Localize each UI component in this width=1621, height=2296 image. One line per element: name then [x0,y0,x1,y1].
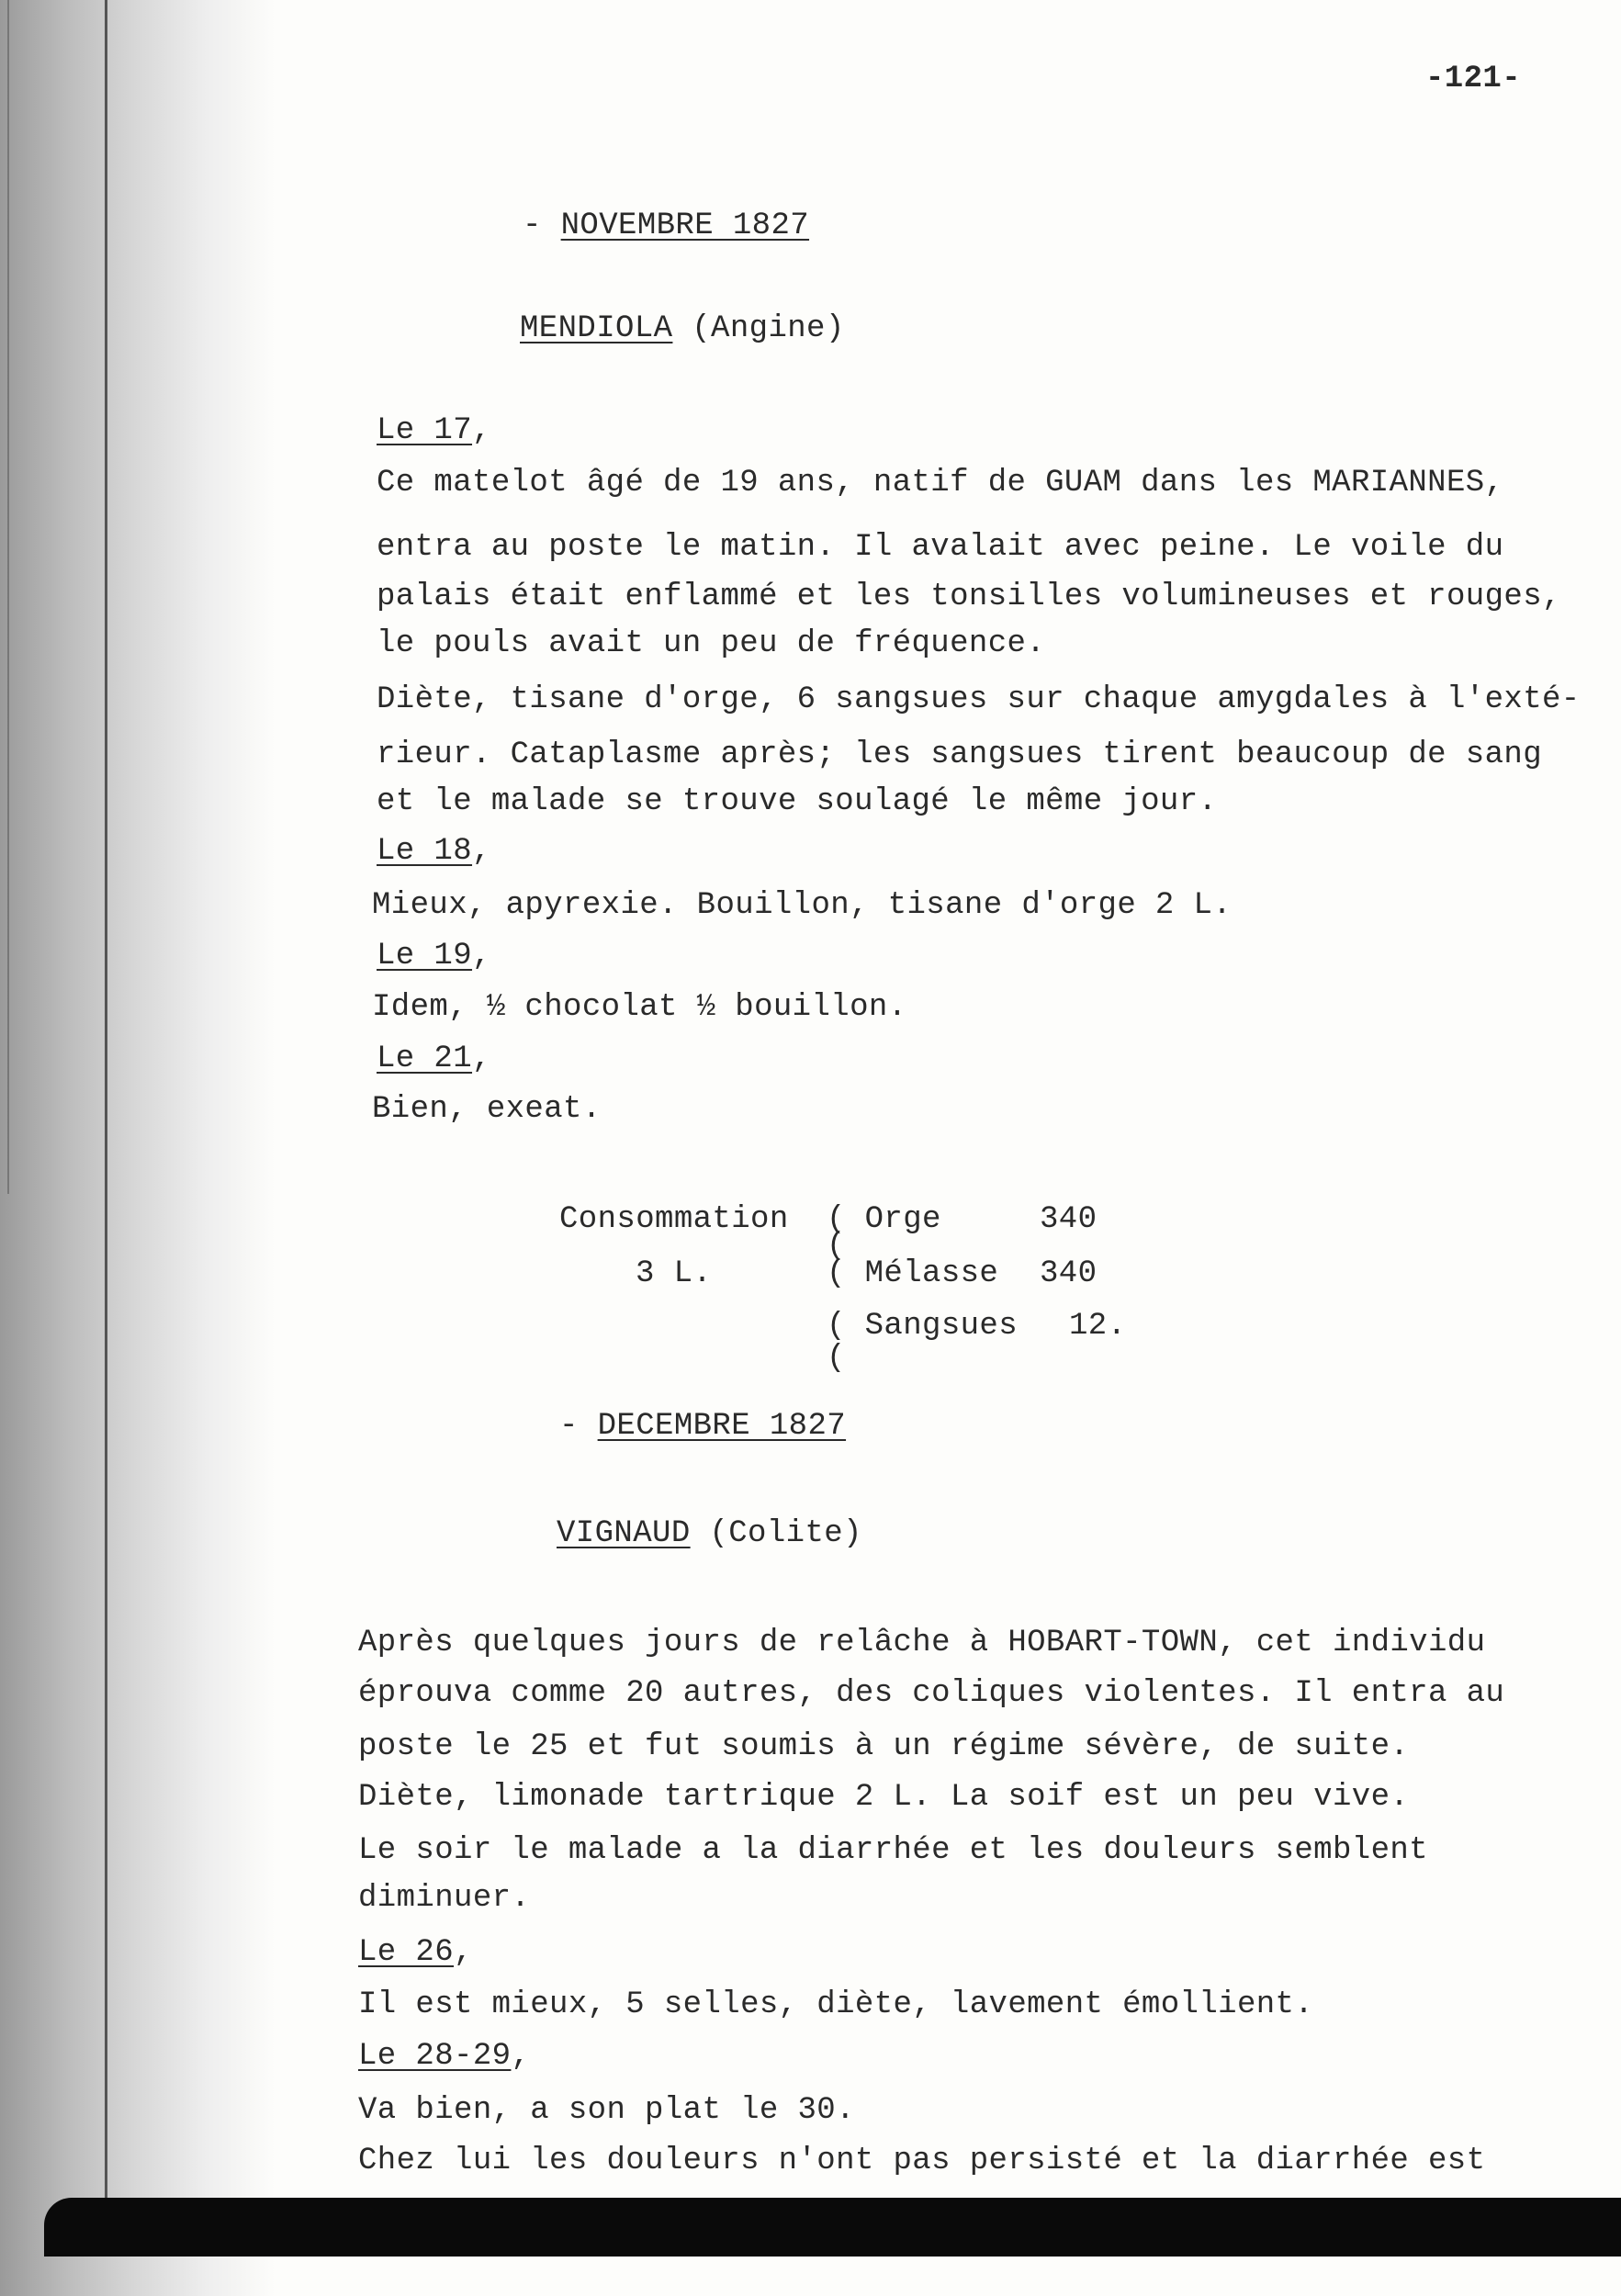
patient-diagnosis: (Colite) [690,1516,862,1551]
line-text: rieur. Cataplasme après; les sangsues tirent beaucoup de sang [377,737,1543,772]
text-line [377,737,1542,773]
line-text: , [472,413,491,448]
consumption-row: ( Sangsues [827,1309,1019,1344]
heading-label: DECEMBRE 1827 [597,1409,847,1444]
text-line [358,2143,1485,2179]
date-label: Le 17 [377,413,473,448]
text-line [372,989,907,1026]
date-entry [377,412,491,449]
line-text: , [511,2039,531,2074]
item-value: 340 [1040,1256,1098,1291]
text-line [358,1779,1409,1816]
text-line [377,465,1503,501]
text-line [358,1625,1485,1661]
text-line [377,529,1503,566]
line-text: Bien, exeat. [372,1092,602,1127]
line-text: Le soir le malade a la diarrhée et les douleurs semblent [358,1833,1428,1868]
line-text: Après quelques jours de relâche à HOBART-TOWN, cet individu [358,1626,1486,1660]
scan-edge-shadow [0,0,276,2296]
date-entry [377,938,491,974]
text-line [377,579,1561,615]
month-heading-november [523,208,809,244]
patient-diagnosis: (Angine) [672,311,845,346]
item-name: Sangsues [864,1309,1019,1344]
line-text: , [472,939,491,974]
heading-dash: - [559,1409,598,1444]
heading-label: NOVEMBRE 1827 [560,208,810,243]
line-text: et le malade se trouve soulagé le même jour. [377,784,1218,819]
consumption-quantity: 3 L. [636,1256,713,1291]
text-line [372,1091,602,1128]
line-text: Mieux, apyrexie. Bouillon, tisane d'orge 2 L. [372,888,1233,923]
text-line [358,1832,1428,1869]
line-text: poste le 25 et fut soumis à un régime sévère, de suite. [358,1729,1410,1764]
patient-heading-mendiola [520,310,845,347]
line-text: le pouls avait un peu de fréquence. [377,626,1046,661]
consumption-row: ( Orge [827,1202,941,1237]
line-text: , [472,1041,491,1076]
date-label: Le 19 [377,939,473,974]
line-text: Idem, ½ chocolat ½ bouillon. [372,990,907,1025]
line-text: Diète, limonade tartrique 2 L. La soif est un peu vive. [358,1780,1410,1815]
text-line [377,625,1045,662]
brace-paren: ( [827,1341,846,1376]
brace-paren: ( [827,1229,846,1264]
line-text: Va bien, a son plat le 30. [358,2093,855,2128]
date-label: Le 18 [377,834,473,869]
text-line [358,1880,530,1917]
line-text: diminuer. [358,1881,531,1916]
consumption-row: ( Mélasse [827,1256,999,1291]
item-name: Orge [864,1202,941,1237]
date-entry [358,1934,473,1971]
line-text: Ce matelot âgé de 19 ans, natif de GUAM dans les MARIANNES, [377,466,1504,501]
date-entry [377,833,491,870]
text-line [377,783,1217,820]
patient-heading-vignaud [557,1515,862,1552]
date-label: Le 26 [358,1935,455,1970]
date-entry [358,2038,530,2075]
date-entry [377,1041,491,1077]
page-number: -121- [1425,62,1522,96]
line-text: entra au poste le matin. Il avalait avec peine. Le voile du [377,530,1504,565]
line-text: , [472,834,491,869]
heading-dash: - [523,208,561,243]
text-line [372,887,1232,924]
text-line [358,2092,855,2129]
line-text: Chez lui les douleurs n'ont pas persisté et la diarrhée est [358,2144,1486,2178]
text-line [358,1675,1504,1712]
line-text: Il est mieux, 5 selles, diète, lavement émollient. [358,1987,1314,2022]
patient-name: VIGNAUD [557,1516,691,1551]
scan-binding-line [105,0,107,2223]
month-heading-december [559,1408,846,1445]
date-label: Le 28-29 [358,2039,512,2074]
scan-bottom-border [44,2198,1621,2257]
item-value: 12. [1069,1309,1127,1344]
text-line [358,1986,1313,2023]
line-text: éprouva comme 20 autres, des coliques violentes. Il entra au [358,1676,1505,1711]
line-text: palais était enflammé et les tonsilles volumineuses et rouges, [377,580,1561,614]
patient-name: MENDIOLA [520,311,673,346]
text-line [377,681,1581,718]
scan-binding-line [7,0,9,1194]
text-line [358,1728,1409,1765]
consumption-label: Consommation [559,1202,789,1237]
line-text: , [454,1935,473,1970]
item-value: 340 [1040,1202,1098,1237]
item-name: Mélasse [864,1256,999,1291]
date-label: Le 21 [377,1041,473,1076]
line-text: Diète, tisane d'orge, 6 sangsues sur chaque amygdales à l'exté- [377,682,1581,717]
